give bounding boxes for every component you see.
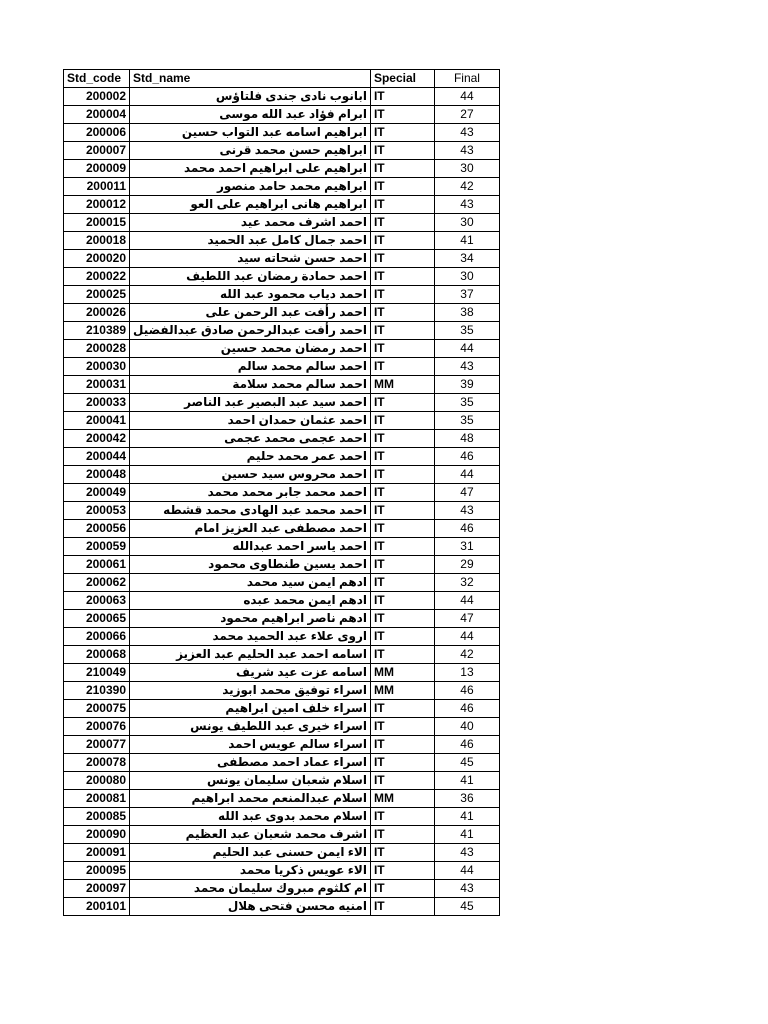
special-cell: IT: [370, 898, 434, 916]
std-name-cell: ابراهيم حسن محمد قرنى: [130, 142, 371, 160]
final-cell: 43: [434, 358, 499, 376]
std-name-cell: احمد حسن شحاته سيد: [130, 250, 371, 268]
std-code-cell: 200075: [64, 700, 130, 718]
table-row: [64, 772, 500, 790]
special-cell: IT: [370, 538, 434, 556]
table-row: [64, 826, 500, 844]
final-cell: 31: [434, 538, 499, 556]
std-code-cell: 200033: [64, 394, 130, 412]
special-cell: IT: [370, 394, 434, 412]
std-code-cell: 200061: [64, 556, 130, 574]
final-cell: 41: [434, 232, 499, 250]
final-cell: 30: [434, 214, 499, 232]
table-row: [64, 790, 500, 808]
final-cell: 47: [434, 610, 499, 628]
std-code-cell: 200048: [64, 466, 130, 484]
final-cell: 29: [434, 556, 499, 574]
final-cell: 46: [434, 700, 499, 718]
std-name-cell: احمد عثمان حمدان احمد: [130, 412, 371, 430]
table-row: [64, 232, 500, 250]
special-cell: IT: [370, 520, 434, 538]
std-code-cell: 200097: [64, 880, 130, 898]
final-cell: 36: [434, 790, 499, 808]
table-row: [64, 682, 500, 700]
std-name-cell: احمد محمد جابر محمد محمد: [130, 484, 371, 502]
student-grades-table: [63, 69, 500, 916]
final-cell: 41: [434, 808, 499, 826]
final-cell: 37: [434, 286, 499, 304]
std-name-cell: اسراء عماد احمد مصطفى: [130, 754, 371, 772]
final-cell: 44: [434, 862, 499, 880]
std-name-cell: اسلام محمد بدوى عبد الله: [130, 808, 371, 826]
special-cell: IT: [370, 412, 434, 430]
std-name-cell: امنيه محسن فتحى هلال: [130, 898, 371, 916]
std-code-cell: 200009: [64, 160, 130, 178]
special-cell: MM: [370, 376, 434, 394]
std-name-cell: احمد محمد عبد الهادى محمد قشطه: [130, 502, 371, 520]
std-code-cell: 200062: [64, 574, 130, 592]
std-name-cell: احمد مصطفى عبد العزيز امام: [130, 520, 371, 538]
special-cell: IT: [370, 322, 434, 340]
header-special: Special: [370, 70, 434, 88]
std-code-cell: 200080: [64, 772, 130, 790]
std-code-cell: 200022: [64, 268, 130, 286]
final-cell: 43: [434, 502, 499, 520]
std-name-cell: ابرام فؤاد عبد الله موسى: [130, 106, 371, 124]
std-code-cell: 200078: [64, 754, 130, 772]
final-cell: 38: [434, 304, 499, 322]
table-row: [64, 592, 500, 610]
special-cell: IT: [370, 214, 434, 232]
final-cell: 45: [434, 754, 499, 772]
table-row: [64, 394, 500, 412]
std-code-cell: 200056: [64, 520, 130, 538]
table-row: [64, 700, 500, 718]
std-code-cell: 200065: [64, 610, 130, 628]
final-cell: 44: [434, 592, 499, 610]
std-code-cell: 200015: [64, 214, 130, 232]
std-name-cell: الاء عويس ذكريا محمد: [130, 862, 371, 880]
special-cell: IT: [370, 250, 434, 268]
table-row: [64, 574, 500, 592]
std-code-cell: 200025: [64, 286, 130, 304]
std-name-cell: اسامه عزت عيد شريف: [130, 664, 371, 682]
std-name-cell: احمد رأفت عبدالرحمن صادق عبدالفضيل: [130, 322, 371, 340]
std-code-cell: 200018: [64, 232, 130, 250]
std-code-cell: 200028: [64, 340, 130, 358]
special-cell: MM: [370, 790, 434, 808]
table-row: [64, 88, 500, 106]
header-std-code: Std_code: [64, 70, 130, 88]
table-row: [64, 610, 500, 628]
table-row: [64, 376, 500, 394]
special-cell: IT: [370, 646, 434, 664]
special-cell: IT: [370, 772, 434, 790]
std-name-cell: ابراهيم محمد حامد منصور: [130, 178, 371, 196]
std-code-cell: 200091: [64, 844, 130, 862]
final-cell: 40: [434, 718, 499, 736]
header-final: Final: [434, 70, 499, 88]
header-std-name: Std_name: [130, 70, 371, 88]
std-code-cell: 200030: [64, 358, 130, 376]
std-code-cell: 200053: [64, 502, 130, 520]
std-name-cell: ادهم ناصر ابراهيم محمود: [130, 610, 371, 628]
std-code-cell: 200041: [64, 412, 130, 430]
special-cell: IT: [370, 826, 434, 844]
final-cell: 46: [434, 736, 499, 754]
special-cell: MM: [370, 664, 434, 682]
special-cell: IT: [370, 286, 434, 304]
std-code-cell: 200066: [64, 628, 130, 646]
table-row: [64, 340, 500, 358]
std-code-cell: 200011: [64, 178, 130, 196]
final-cell: 44: [434, 88, 499, 106]
std-code-cell: 200044: [64, 448, 130, 466]
table-row: [64, 736, 500, 754]
std-code-cell: 200042: [64, 430, 130, 448]
special-cell: IT: [370, 556, 434, 574]
std-name-cell: اسلام شعبان سليمان يونس: [130, 772, 371, 790]
std-name-cell: اسراء خيرى عبد اللطيف يونس: [130, 718, 371, 736]
special-cell: IT: [370, 268, 434, 286]
std-name-cell: احمد جمال كامل عبد الحميد: [130, 232, 371, 250]
std-name-cell: اسامه احمد عبد الحليم عبد العزيز: [130, 646, 371, 664]
std-name-cell: ابراهيم هانى ابراهيم على العو: [130, 196, 371, 214]
std-code-cell: 200090: [64, 826, 130, 844]
final-cell: 43: [434, 844, 499, 862]
std-name-cell: احمد رأفت عبد الرحمن على: [130, 304, 371, 322]
special-cell: IT: [370, 880, 434, 898]
final-cell: 46: [434, 682, 499, 700]
table-row: [64, 484, 500, 502]
table-row: [64, 448, 500, 466]
final-cell: 35: [434, 322, 499, 340]
final-cell: 35: [434, 394, 499, 412]
std-name-cell: احمد سالم محمد سالم: [130, 358, 371, 376]
final-cell: 48: [434, 430, 499, 448]
final-cell: 30: [434, 268, 499, 286]
std-code-cell: 200004: [64, 106, 130, 124]
std-code-cell: 200006: [64, 124, 130, 142]
special-cell: IT: [370, 808, 434, 826]
std-name-cell: اشرف محمد شعبان عبد العظيم: [130, 826, 371, 844]
std-code-cell: 200031: [64, 376, 130, 394]
table-row: [64, 808, 500, 826]
table-row: [64, 502, 500, 520]
special-cell: IT: [370, 610, 434, 628]
std-code-cell: 200020: [64, 250, 130, 268]
final-cell: 39: [434, 376, 499, 394]
std-name-cell: اسراء خلف امين ابراهيم: [130, 700, 371, 718]
final-cell: 41: [434, 772, 499, 790]
final-cell: 43: [434, 196, 499, 214]
final-cell: 35: [434, 412, 499, 430]
final-cell: 27: [434, 106, 499, 124]
final-cell: 43: [434, 880, 499, 898]
std-name-cell: ام كلثوم مبروك سليمان محمد: [130, 880, 371, 898]
table-row: [64, 538, 500, 556]
std-name-cell: احمد محروس سيد حسين: [130, 466, 371, 484]
special-cell: IT: [370, 178, 434, 196]
special-cell: MM: [370, 682, 434, 700]
special-cell: IT: [370, 484, 434, 502]
table-row: [64, 124, 500, 142]
table-row: [64, 286, 500, 304]
std-code-cell: 200095: [64, 862, 130, 880]
table-row: [64, 142, 500, 160]
special-cell: IT: [370, 466, 434, 484]
final-cell: 46: [434, 520, 499, 538]
special-cell: IT: [370, 448, 434, 466]
std-name-cell: احمد سيد عبد البصير عبد الناصر: [130, 394, 371, 412]
std-code-cell: 200085: [64, 808, 130, 826]
std-code-cell: 200101: [64, 898, 130, 916]
special-cell: IT: [370, 142, 434, 160]
header-row: [64, 70, 500, 88]
final-cell: 32: [434, 574, 499, 592]
std-code-cell: 200077: [64, 736, 130, 754]
final-cell: 45: [434, 898, 499, 916]
std-code-cell: 200007: [64, 142, 130, 160]
std-code-cell: 200026: [64, 304, 130, 322]
std-name-cell: اروى علاء عبد الحميد محمد: [130, 628, 371, 646]
special-cell: IT: [370, 340, 434, 358]
special-cell: IT: [370, 160, 434, 178]
std-name-cell: اسلام عبدالمنعم محمد ابراهيم: [130, 790, 371, 808]
std-name-cell: احمد رمضان محمد حسين: [130, 340, 371, 358]
std-code-cell: 210049: [64, 664, 130, 682]
special-cell: IT: [370, 430, 434, 448]
std-name-cell: ادهم ايمن محمد عبده: [130, 592, 371, 610]
special-cell: IT: [370, 124, 434, 142]
special-cell: IT: [370, 304, 434, 322]
std-code-cell: 210389: [64, 322, 130, 340]
final-cell: 34: [434, 250, 499, 268]
final-cell: 44: [434, 628, 499, 646]
final-cell: 44: [434, 340, 499, 358]
table-row: [64, 754, 500, 772]
special-cell: IT: [370, 844, 434, 862]
table-row: [64, 844, 500, 862]
special-cell: IT: [370, 232, 434, 250]
final-cell: 43: [434, 142, 499, 160]
final-cell: 42: [434, 646, 499, 664]
final-cell: 43: [434, 124, 499, 142]
std-code-cell: 200068: [64, 646, 130, 664]
table-row: [64, 250, 500, 268]
table-row: [64, 898, 500, 916]
table-row: [64, 178, 500, 196]
special-cell: IT: [370, 502, 434, 520]
table-row: [64, 268, 500, 286]
std-code-cell: 200059: [64, 538, 130, 556]
special-cell: IT: [370, 196, 434, 214]
table-row: [64, 556, 500, 574]
std-name-cell: اسراء سالم عويس احمد: [130, 736, 371, 754]
final-cell: 47: [434, 484, 499, 502]
special-cell: IT: [370, 700, 434, 718]
special-cell: IT: [370, 862, 434, 880]
table-row: [64, 358, 500, 376]
final-cell: 44: [434, 466, 499, 484]
table-row: [64, 664, 500, 682]
std-name-cell: ابانوب نادى جندى فلتاؤس: [130, 88, 371, 106]
std-name-cell: ابراهيم اسامه عبد التواب حسين: [130, 124, 371, 142]
std-name-cell: احمد حمادة رمضان عبد اللطيف: [130, 268, 371, 286]
table-row: [64, 196, 500, 214]
table-row: [64, 466, 500, 484]
special-cell: IT: [370, 754, 434, 772]
final-cell: 41: [434, 826, 499, 844]
special-cell: IT: [370, 574, 434, 592]
special-cell: IT: [370, 358, 434, 376]
table-row: [64, 160, 500, 178]
std-code-cell: 210390: [64, 682, 130, 700]
special-cell: IT: [370, 592, 434, 610]
table-row: [64, 322, 500, 340]
special-cell: IT: [370, 106, 434, 124]
std-name-cell: الاء ايمن حسنى عبد الحليم: [130, 844, 371, 862]
std-code-cell: 200063: [64, 592, 130, 610]
special-cell: IT: [370, 718, 434, 736]
special-cell: IT: [370, 736, 434, 754]
special-cell: IT: [370, 628, 434, 646]
table-row: [64, 304, 500, 322]
table-row: [64, 412, 500, 430]
final-cell: 30: [434, 160, 499, 178]
std-code-cell: 200002: [64, 88, 130, 106]
std-code-cell: 200076: [64, 718, 130, 736]
table-row: [64, 862, 500, 880]
table-row: [64, 646, 500, 664]
std-name-cell: اسراء توفيق محمد ابوزيد: [130, 682, 371, 700]
std-name-cell: ادهم ايمن سيد محمد: [130, 574, 371, 592]
std-code-cell: 200081: [64, 790, 130, 808]
final-cell: 46: [434, 448, 499, 466]
std-code-cell: 200049: [64, 484, 130, 502]
std-name-cell: احمد ياسر احمد عبدالله: [130, 538, 371, 556]
std-name-cell: احمد عمر محمد حليم: [130, 448, 371, 466]
std-name-cell: ابراهيم على ابراهيم احمد محمد: [130, 160, 371, 178]
std-name-cell: احمد دياب محمود عبد الله: [130, 286, 371, 304]
std-name-cell: احمد سالم محمد سلامة: [130, 376, 371, 394]
special-cell: IT: [370, 88, 434, 106]
table-row: [64, 520, 500, 538]
table-row: [64, 628, 500, 646]
std-name-cell: احمد عجمى محمد عجمى: [130, 430, 371, 448]
final-cell: 13: [434, 664, 499, 682]
table-row: [64, 430, 500, 448]
std-name-cell: احمد اشرف محمد عيد: [130, 214, 371, 232]
table-row: [64, 718, 500, 736]
table-row: [64, 106, 500, 124]
table-row: [64, 880, 500, 898]
std-code-cell: 200012: [64, 196, 130, 214]
table-row: [64, 214, 500, 232]
std-name-cell: احمد يسين طنطاوى محمود: [130, 556, 371, 574]
final-cell: 42: [434, 178, 499, 196]
